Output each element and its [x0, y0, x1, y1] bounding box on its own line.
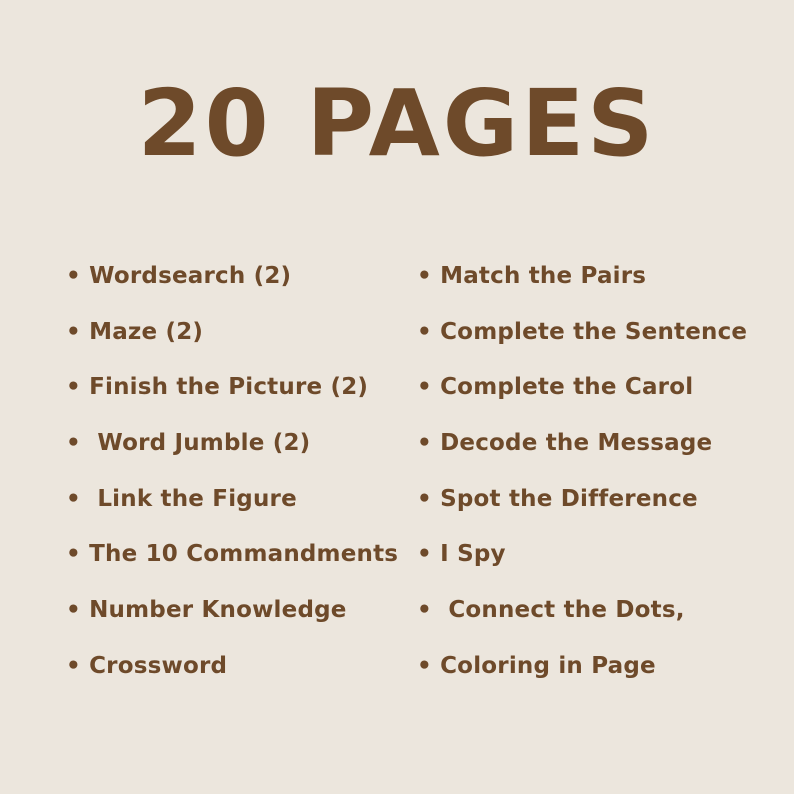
list-item-decode-the-message: • Decode the Message — [417, 430, 713, 457]
list-item-the-10-commandments: • The 10 Commandments — [66, 541, 399, 568]
list-item-number-knowledge: • Number Knowledge — [66, 597, 347, 624]
list-item-connect-the-dots: • Connect the Dots, — [417, 597, 685, 624]
list-item-wordsearch: • Wordsearch (2) — [66, 263, 292, 289]
list-item-match-the-pairs: • Match the Pairs — [417, 263, 647, 289]
page-title: 20 PAGES — [137, 70, 657, 177]
list-item-maze: • Maze (2) — [66, 318, 204, 345]
list-right-column — [417, 259, 747, 705]
list-item-finish-the-picture: • Finish the Picture (2) — [66, 374, 369, 401]
list-item-crossword: • Crossword — [66, 652, 228, 679]
list-item-complete-the-carol: • Complete the Carol — [417, 374, 694, 401]
list-left-column — [66, 259, 398, 705]
list-item-i-spy: • I Spy — [417, 541, 506, 568]
list-item-coloring-in-page: • Coloring in Page — [417, 652, 656, 679]
list-item-complete-the-sentence: • Complete the Sentence — [417, 318, 748, 345]
list-item-spot-the-difference: • Spot the Difference — [417, 485, 698, 512]
list-item-link-the-figure: • Link the Figure — [66, 485, 297, 512]
list-item-word-jumble: • Word Jumble (2) — [66, 430, 311, 457]
